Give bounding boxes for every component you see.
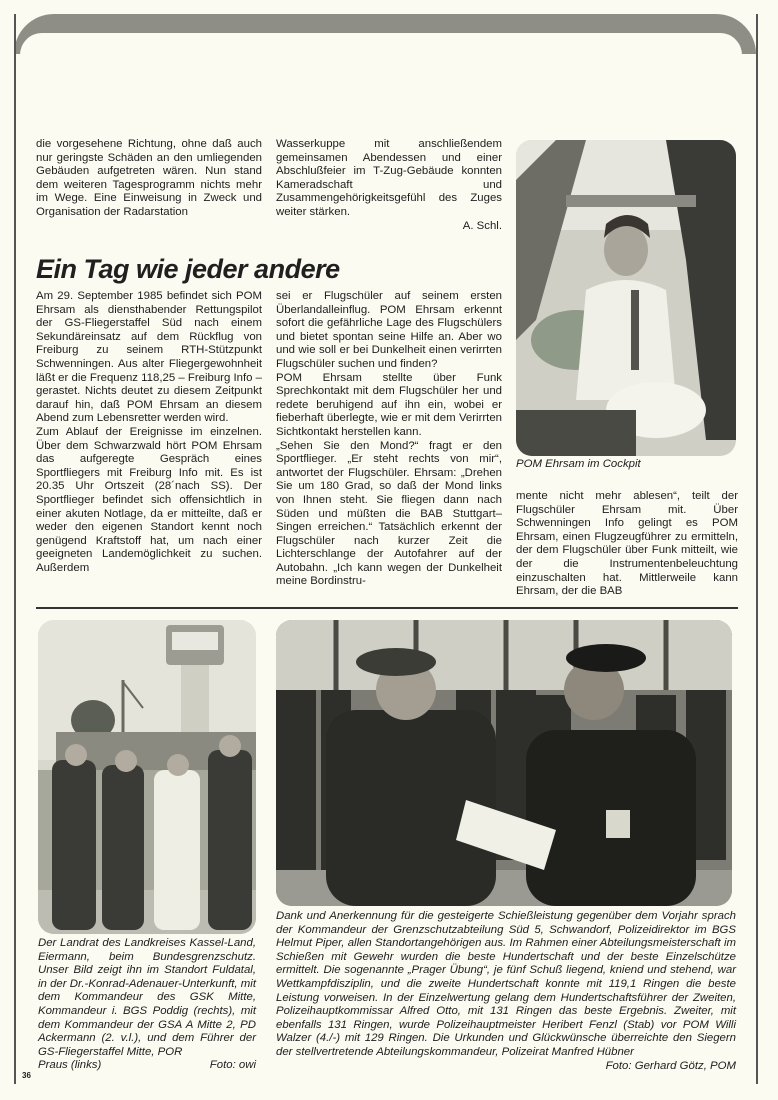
ceremony-photo-caption-text: Dank und Anerkennung für die gesteigerte Schießleistung gegenüber dem Vorjahr sprach der Kommandeur der Grenzschutzabteilung Süd 5, Schwandorf, Polizeidirektor im BGS Helmut Piper, allen Standortangehörigen aus. Im Rahmen einer Abteilungsmeisterschaft im Schießen mit Gewehr wurden die beste Hundertschaft und der beste Einzelschütze ermittelt. Die sogenannte „Prager Übung“, je fünf Schuß liegend, kniend und stehend, war Wettkampfdisziplin, und die zweite Hundertschaft konnte mit 119,1 Ringen die beste Leistung vorweisen. In der Einzelwertung gelang dem Hundertschaftsführer der Zweiten, Polizeihauptkommissar Alfred Otto, mit 131 Ringen das beste Ergebnis. Zweiter, mit ebenfalls 131 Ringen, wurde Polizeihauptmeister Heribert Fenzl (Stab) vor POM Willi Walzer (4./-) mit 129 Ringen. Die Urkunden und Glückwünsche überreichte den Siegern der stellvertretende Abteilungskommandeur, Polizeirat Manfred Hübner [276, 910, 736, 1058]
article-col3-paragraph-1: mente nicht mehr ablesen“, teilt der Flugschüler Ehrsam mit. Über Schwenningen Info gelingt es POM Ehrsam, einen Flugzeugführer zu ermitteln, der dem Flugschüler über Funk mitteilt, wie der die Instrumentenbeleuchtung einzuschalten hat. Mittlerweile kann Ehrsam, der die BAB [516, 490, 738, 598]
tower-photo-caption [38, 937, 256, 1073]
article-col1-paragraph-1: Am 29. September 1985 befindet sich POM Ehrsam als diensthabender Rettungspilot der GS-Fliegerstaffel Süd nach einem Sekundäreinsatz auf dem Rückflug von Freiburg zu seinem RTH-Stützpunkt Schwenningen. Aus alter Fliegergewohnheit läßt er die Frequenz 118,25 – Freiburg Info – gerastet. Nichts deutet zu diesem Zeitpunkt darauf hin, daß POM Ehrsam an diesem Abend zum Lebensretter werden wird. [36, 290, 262, 425]
prev-article-text-1: die vorgesehene Richtung, ohne daß auch nur geringste Schäden an den umliegenden Gebäuden aufgetreten wären. Nun stand dem weiteren Tagesprogramm nichts mehr im Wege. Eine Einweisung in Zweck und Organisation der Radarstation [36, 138, 262, 218]
page-number: 36 [22, 1071, 31, 1080]
article-col1-paragraph-2: Zum Ablauf der Ereignisse im einzelnen. Über dem Schwarzwald hört POM Ehrsam das aufgeregte Gespräch eines Sportfliegers mit Freiburg Info mit. Es ist 20.35 Uhr Ortszeit (28´nach SS). Der Sportflieger befindet sich offensichtlich in einer akuten Notlage, da er mitteilte, daß er weder den eigenen Standort kennt noch genügend Kraftstoff hat, um nach einer geeigneten Landemöglichkeit zu suchen. Außerdem [36, 425, 262, 574]
article-col2-paragraph-1: sei er Flugschüler auf seinem ersten Überlandalleinflug. POM Ehrsam erkennt sofort die gefährliche Lage des Flugschülers und bietet spontan seine Hilfe an. Aber wo und wie soll er bei Dunkelheit einen verirrten Flugschüler suchen und finden? [276, 290, 502, 370]
prev-article-signature: A. Schl. [462, 219, 502, 232]
ceremony-photo [276, 620, 732, 906]
ceremony-photo-credit: Foto: Gerhard Götz, POM [605, 1059, 736, 1072]
tower-photo-caption-text: Der Landrat des Landkreises Kassel-Land, Eiermann, beim Bundesgrenzschutz. Unser Bild zeigt ihn im Standort Fuldatal, in der Dr.-Konrad-Adenauer-Unterkunft, mit dem Kommandeur des GSK Mitte, Kommandeur i. BGS Poddig (rechts), mit dem Kommandeur der GSA A Mitte 2, PD Ackermann (2. v.l.), und dem Führer der GS-Fliegerstaffel Mitte, POR [38, 937, 256, 1058]
article-col1 [36, 290, 262, 575]
article-col2-paragraph-2: POM Ehrsam stellte über Funk Sprechkontakt mit dem Flugschüler her und redete beruhigend auf ihn ein, wobei er fieberhaft überlegte, wie er mit dem Verirrten Sichtkontakt herstellen kann. [276, 371, 502, 438]
prev-article-text-2: Wasserkuppe mit anschließendem gemeinsamen Abendessen und einer Abschlußfeier im T-Zug-Gebäude konnten Kameradschaft und Zusammengehörigkeitsgefühl des Zuges weiter stärken. [276, 138, 502, 218]
article-col2 [276, 290, 502, 589]
article-col3 [516, 490, 738, 599]
cockpit-photo-caption: POM Ehrsam im Cockpit [516, 458, 641, 470]
ceremony-photo-caption [276, 910, 736, 1073]
tower-photo-credit-row [38, 1059, 256, 1073]
prev-article-col1 [36, 138, 262, 220]
page-header-inner [20, 33, 742, 63]
section-divider [36, 607, 738, 609]
tower-photo-credit: Foto: owi [209, 1059, 256, 1072]
cockpit-photo [516, 140, 736, 456]
article-col2-paragraph-3: „Sehen Sie den Mond?“ fragt er den Sportflieger. „Er steht rechts von mir“, antwortet der Flugschüler. Ehrsam: „Drehen Sie um 180 Grad, so daß der Mond links von Ihnen steht. Sie fliegen dann nach Süden und müßten die BAB Stuttgart–Singen erreichen.“ Tatsächlich erkennt der Flugschüler nach kurzer Zeit die Lichterschlange der Autofahrer auf der Autobahn. „Ich kann wegen der Dunkelheit meine Bordinstru- [276, 439, 502, 588]
tower-group-photo [38, 620, 256, 934]
prev-article-col2 [276, 138, 502, 233]
article-headline: Ein Tag wie jeder andere [36, 254, 340, 284]
tower-photo-caption-last: Praus (links) [38, 1059, 102, 1072]
